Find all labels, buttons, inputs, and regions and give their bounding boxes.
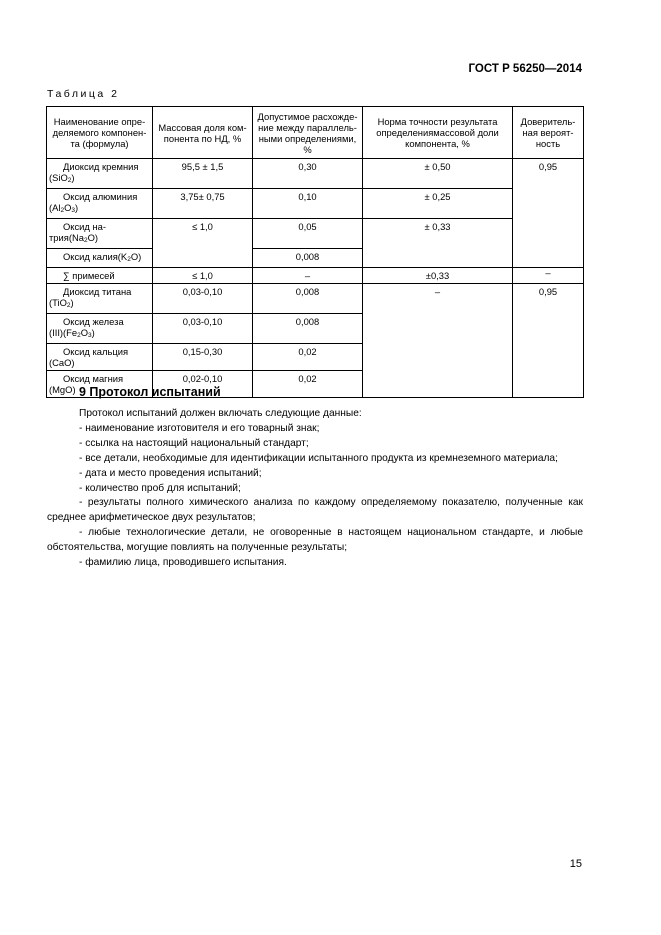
component-name: Оксид калия(K2O) (47, 249, 153, 268)
mass-value: ≤ 1,0 (153, 219, 253, 268)
list-item: - любые технологические детали, не оговоренные в настоящем национальном стандарте, и любые обстоятельства, могущие повлиять на полученные результаты; (47, 527, 583, 554)
mass-value: 0,03-0,10 (153, 284, 253, 314)
mass-value: 0,02-0,10 (153, 371, 253, 398)
list-item: - все детали, необходимые для идентификации испытанного продукта из кремнеземного материала; (79, 452, 558, 464)
mass-value: ≤ 1,0 (153, 268, 253, 284)
norm-value: ± 0,33 (363, 219, 513, 268)
list-item: - наименование изготовителя и его товарный знак; (79, 422, 320, 434)
list-item: - фамилию лица, проводившего испытания. (79, 557, 287, 569)
component-name: Оксид алюминия (Al2O3) (47, 189, 153, 219)
deviation-value: 0,008 (253, 314, 363, 344)
deviation-value: – (253, 268, 363, 284)
header-accuracy-norm: Норма точности результата определениямассовой доли компонента, % (363, 107, 513, 159)
section-body (47, 407, 583, 571)
components-table (46, 106, 584, 398)
deviation-value: 0,05 (253, 219, 363, 249)
norm-value: – (363, 284, 513, 398)
list-item: - результаты полного химического анализа по каждому определяемому показателю, полученные как среднее арифметическое двух результатов; (47, 497, 583, 524)
deviation-value: 0,02 (253, 344, 363, 371)
standard-number: ГОСТ Р 56250—2014 (468, 63, 582, 75)
mass-value: 95,5 ± 1,5 (153, 159, 253, 189)
deviation-value: 0,008 (253, 249, 363, 268)
norm-value: ±0,33 (363, 268, 513, 284)
table-row (47, 268, 584, 284)
norm-value: ± 0,25 (363, 189, 513, 219)
table-header-row (47, 107, 584, 159)
confidence-value: – (513, 268, 584, 284)
component-name: ∑ примесей (47, 268, 153, 284)
table-caption: Таблица 2 (47, 88, 120, 100)
component-name: Диоксид кремния (SiO2) (47, 159, 153, 189)
paragraph: Протокол испытаний должен включать следующие данные: (79, 408, 362, 419)
component-name: Оксид железа (III)(Fe2O3) (47, 314, 153, 344)
header-mass-fraction: Массовая доля ком-понента по НД, % (153, 107, 253, 159)
confidence-value: 0,95 (513, 159, 584, 268)
component-name: Оксид магния (MgO) (47, 371, 153, 398)
header-confidence: Доверитель-ная вероят-ность (513, 107, 584, 159)
deviation-value: 0,02 (253, 371, 363, 398)
mass-value: 0,03-0,10 (153, 314, 253, 344)
header-allowed-deviation: Допустимое расхожде-ние между параллель-ными определениями, % (253, 107, 363, 159)
component-name: Диоксид титана (TiO2) (47, 284, 153, 314)
deviation-value: 0,008 (253, 284, 363, 314)
norm-value: ± 0,50 (363, 159, 513, 189)
table-row (47, 219, 584, 249)
confidence-value: 0,95 (513, 284, 584, 398)
deviation-value: 0,30 (253, 159, 363, 189)
list-item: - дата и место проведения испытаний; (79, 467, 262, 479)
deviation-value: 0,10 (253, 189, 363, 219)
mass-value: 3,75± 0,75 (153, 189, 253, 219)
table-row (47, 189, 584, 219)
header-component: Наименование опре-деляемого компонен-та (формула) (47, 107, 153, 159)
component-name: Оксид кальция (CaO) (47, 344, 153, 371)
table-row (47, 159, 584, 189)
table-row (47, 284, 584, 314)
component-name: Оксид на- трия(Na2O) (47, 219, 153, 249)
page-number: 15 (569, 858, 582, 870)
section-title: 9 Протокол испытаний (79, 385, 221, 399)
list-item: - количество проб для испытаний; (79, 482, 241, 494)
mass-value: 0,15-0,30 (153, 344, 253, 371)
list-item: - ссылка на настоящий национальный стандарт; (79, 437, 309, 449)
